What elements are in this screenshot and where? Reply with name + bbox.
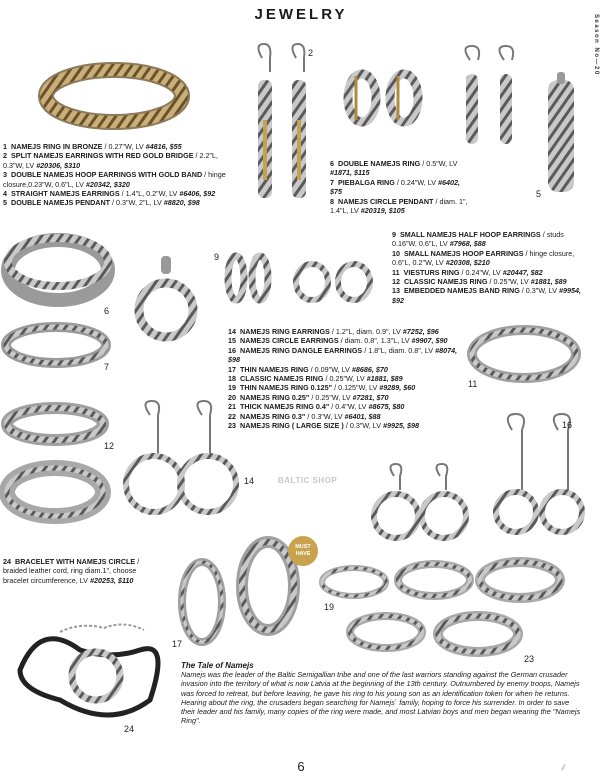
- circle-earrings-image: [374, 464, 466, 538]
- tree-icon: ⸙: [558, 760, 568, 774]
- double-ring-image: [8, 238, 108, 300]
- image-label-19: 19: [324, 602, 335, 612]
- image-label-23: 23: [524, 654, 535, 664]
- product-list-14-23: [228, 327, 458, 430]
- product-item-3: 3 DOUBLE NAMEJS HOOP EARRINGS WITH GOLD BAND / hinge closure,0.23"W, 0.6"L, LV #20342, $320: [3, 170, 226, 189]
- circle-pendant-image: [139, 256, 193, 337]
- bracelet-image: [20, 624, 158, 715]
- product-list-6-8: [330, 159, 468, 215]
- split-earrings-image: [258, 44, 304, 72]
- image-label-11: 11: [468, 379, 478, 389]
- product-item-11: 11 VIESTURS RING / 0.24"W, LV #20447, $82: [392, 267, 543, 277]
- product-item-20: 20 NAMEJS RING 0.25" / 0.25"W, LV #7281, $70: [228, 392, 389, 402]
- product-item-17: 17 THIN NAMEJS RING / 0.09"W, LV #8686, $70: [228, 364, 388, 374]
- dangle-earrings-image: [496, 414, 582, 532]
- classic-ring-18-image: [242, 542, 294, 630]
- viesturs-ring-image: [472, 330, 576, 378]
- ring-row-image: [322, 562, 560, 652]
- product-item-23: 23 NAMEJS RING ( LARGE SIZE ) / 0.3"W, LV #9925, $98: [228, 421, 419, 431]
- product-item-5: 5 DOUBLE NAMEJS PENDANT / 0.3"W, 2"L, LV #8820, $98: [3, 198, 200, 208]
- embedded-band-ring-image: [7, 468, 103, 516]
- tale-heading: The Tale of Namejs: [181, 661, 254, 670]
- product-item-2: 2 SPLIT NAMEJS EARRINGS WITH RED GOLD BRIDGE / 2.2"L, 0.3"W, LV #20306, $310: [3, 151, 219, 170]
- image-label-2: 2: [308, 48, 314, 58]
- product-item-10: 10 SMALL NAMEJS HOOP EARRINGS / hinge closure, 0.6"L, 0.2"W, LV #20308, $210: [392, 248, 575, 268]
- product-item-18: 18 CLASSIC NAMEJS RING / 0.25"W, LV #1881, $89: [228, 374, 403, 384]
- product-item-24: 24 BRACELET WITH NAMEJS CIRCLE / braided leather cord, ring diam.1", choose bracelet circumference, LV #20253, $110: [3, 557, 140, 585]
- image-label-12: 12: [104, 441, 115, 451]
- product-list-24: [3, 557, 163, 585]
- product-item-13: 13 EMBEDDED NAMEJS BAND RING / 0.3"W, LV #9954, $92: [392, 286, 581, 305]
- product-item-8: 8 NAMEJS CIRCLE PENDANT / diam. 1", 1.4"L, LV #20319, $105: [330, 196, 468, 216]
- tale-section: [181, 661, 583, 725]
- product-list-1-5: [3, 142, 235, 208]
- image-label-24: 24: [124, 724, 135, 734]
- thin-ring-image: [182, 562, 222, 642]
- image-label-7: 7: [104, 362, 110, 372]
- product-item-22: 22 NAMEJS RING 0.3" / 0.3"W, LV #6401, $88: [228, 411, 381, 421]
- must-have-badge: MUST HAVE: [288, 536, 318, 566]
- product-item-16: 16 NAMEJS RING DANGLE EARRINGS / 1.8"L, diam. 0.8", LV #8074, $98: [228, 345, 458, 365]
- page-title: JEWELRY: [254, 6, 348, 23]
- image-label-14: 14: [244, 476, 255, 486]
- season-label: Season No—20: [593, 14, 599, 76]
- product-list-9-13: [392, 230, 588, 305]
- piebalga-ring-image: [6, 327, 106, 363]
- product-item-1: 1 NAMEJS RING IN BRONZE / 0.27"W, LV #4816, $55: [3, 142, 182, 151]
- product-item-15: 15 NAMEJS CIRCLE EARRINGS / diam. 0.8", 1.3"L, LV #9907, $90: [228, 336, 448, 346]
- product-item-21: 21 THICK NAMEJS RING 0.4" / 0.4"W, LV #8675, $80: [228, 402, 405, 412]
- product-item-12: 12 CLASSIC NAMEJS RING / 0.25"W, LV #1881, $89: [392, 277, 567, 287]
- product-item-6: 6 DOUBLE NAMEJS RING / 0.5"W, LV #1871, $115: [330, 159, 458, 178]
- product-item-14: 14 NAMEJS RING EARRINGS / 1.2"L, diam. 0.9", LV #7252, $96: [228, 327, 439, 336]
- bronze-ring-image: [46, 70, 182, 122]
- image-label-16: 16: [562, 420, 573, 430]
- product-item-19: 19 THIN NAMEJS RING 0.125" / 0.125"W, LV #9289, $60: [228, 383, 416, 393]
- image-label-6: 6: [104, 306, 110, 316]
- hoop-earrings-gold-image: [348, 74, 418, 122]
- product-item-4: 4 STRAIGHT NAMEJS EARRINGS / 1.4"L, 0.2"W, LV #6406, $92: [3, 189, 216, 199]
- small-hoop-earrings-image: [228, 256, 370, 300]
- product-item-9: 9 SMALL NAMEJS HALF HOOP EARRINGS / studs 0.16"W, 0.6"L, LV #7968, $88: [392, 230, 564, 249]
- image-label-17: 17: [172, 639, 183, 649]
- double-pendant-image: [548, 72, 574, 192]
- ring-earrings-image: [126, 401, 236, 512]
- image-label-5: 5: [536, 189, 542, 199]
- classic-ring-image: [7, 408, 103, 440]
- straight-earrings-image: [465, 46, 513, 144]
- image-label-9: 9: [214, 252, 220, 262]
- page-number: 6: [297, 759, 305, 774]
- baltic-shop-watermark: BALTIC SHOP: [278, 476, 338, 485]
- product-item-7: 7 PIEBALGA RING / 0.24"W, LV #6402, $75: [330, 177, 460, 197]
- tale-body: Namejs was the leader of the Baltic Semigallian tribe and one of the last warriors standing against the German crusader invasion into the territory of what is now Latvia at the beginning of the 13th century. Outnumbered by enemy troops, Namejs was forced to retreat, but before leaving, he gave his ring to his young son as an identification token for when he returns. Hearing about the ring, the crusaders began searching for Namejs` family, hoping to force his surrender. In order to save their leader and his family, many copies of the ring were made, and most Latvian boys and men began wearing the "Namejs Ring".: [181, 670, 581, 726]
